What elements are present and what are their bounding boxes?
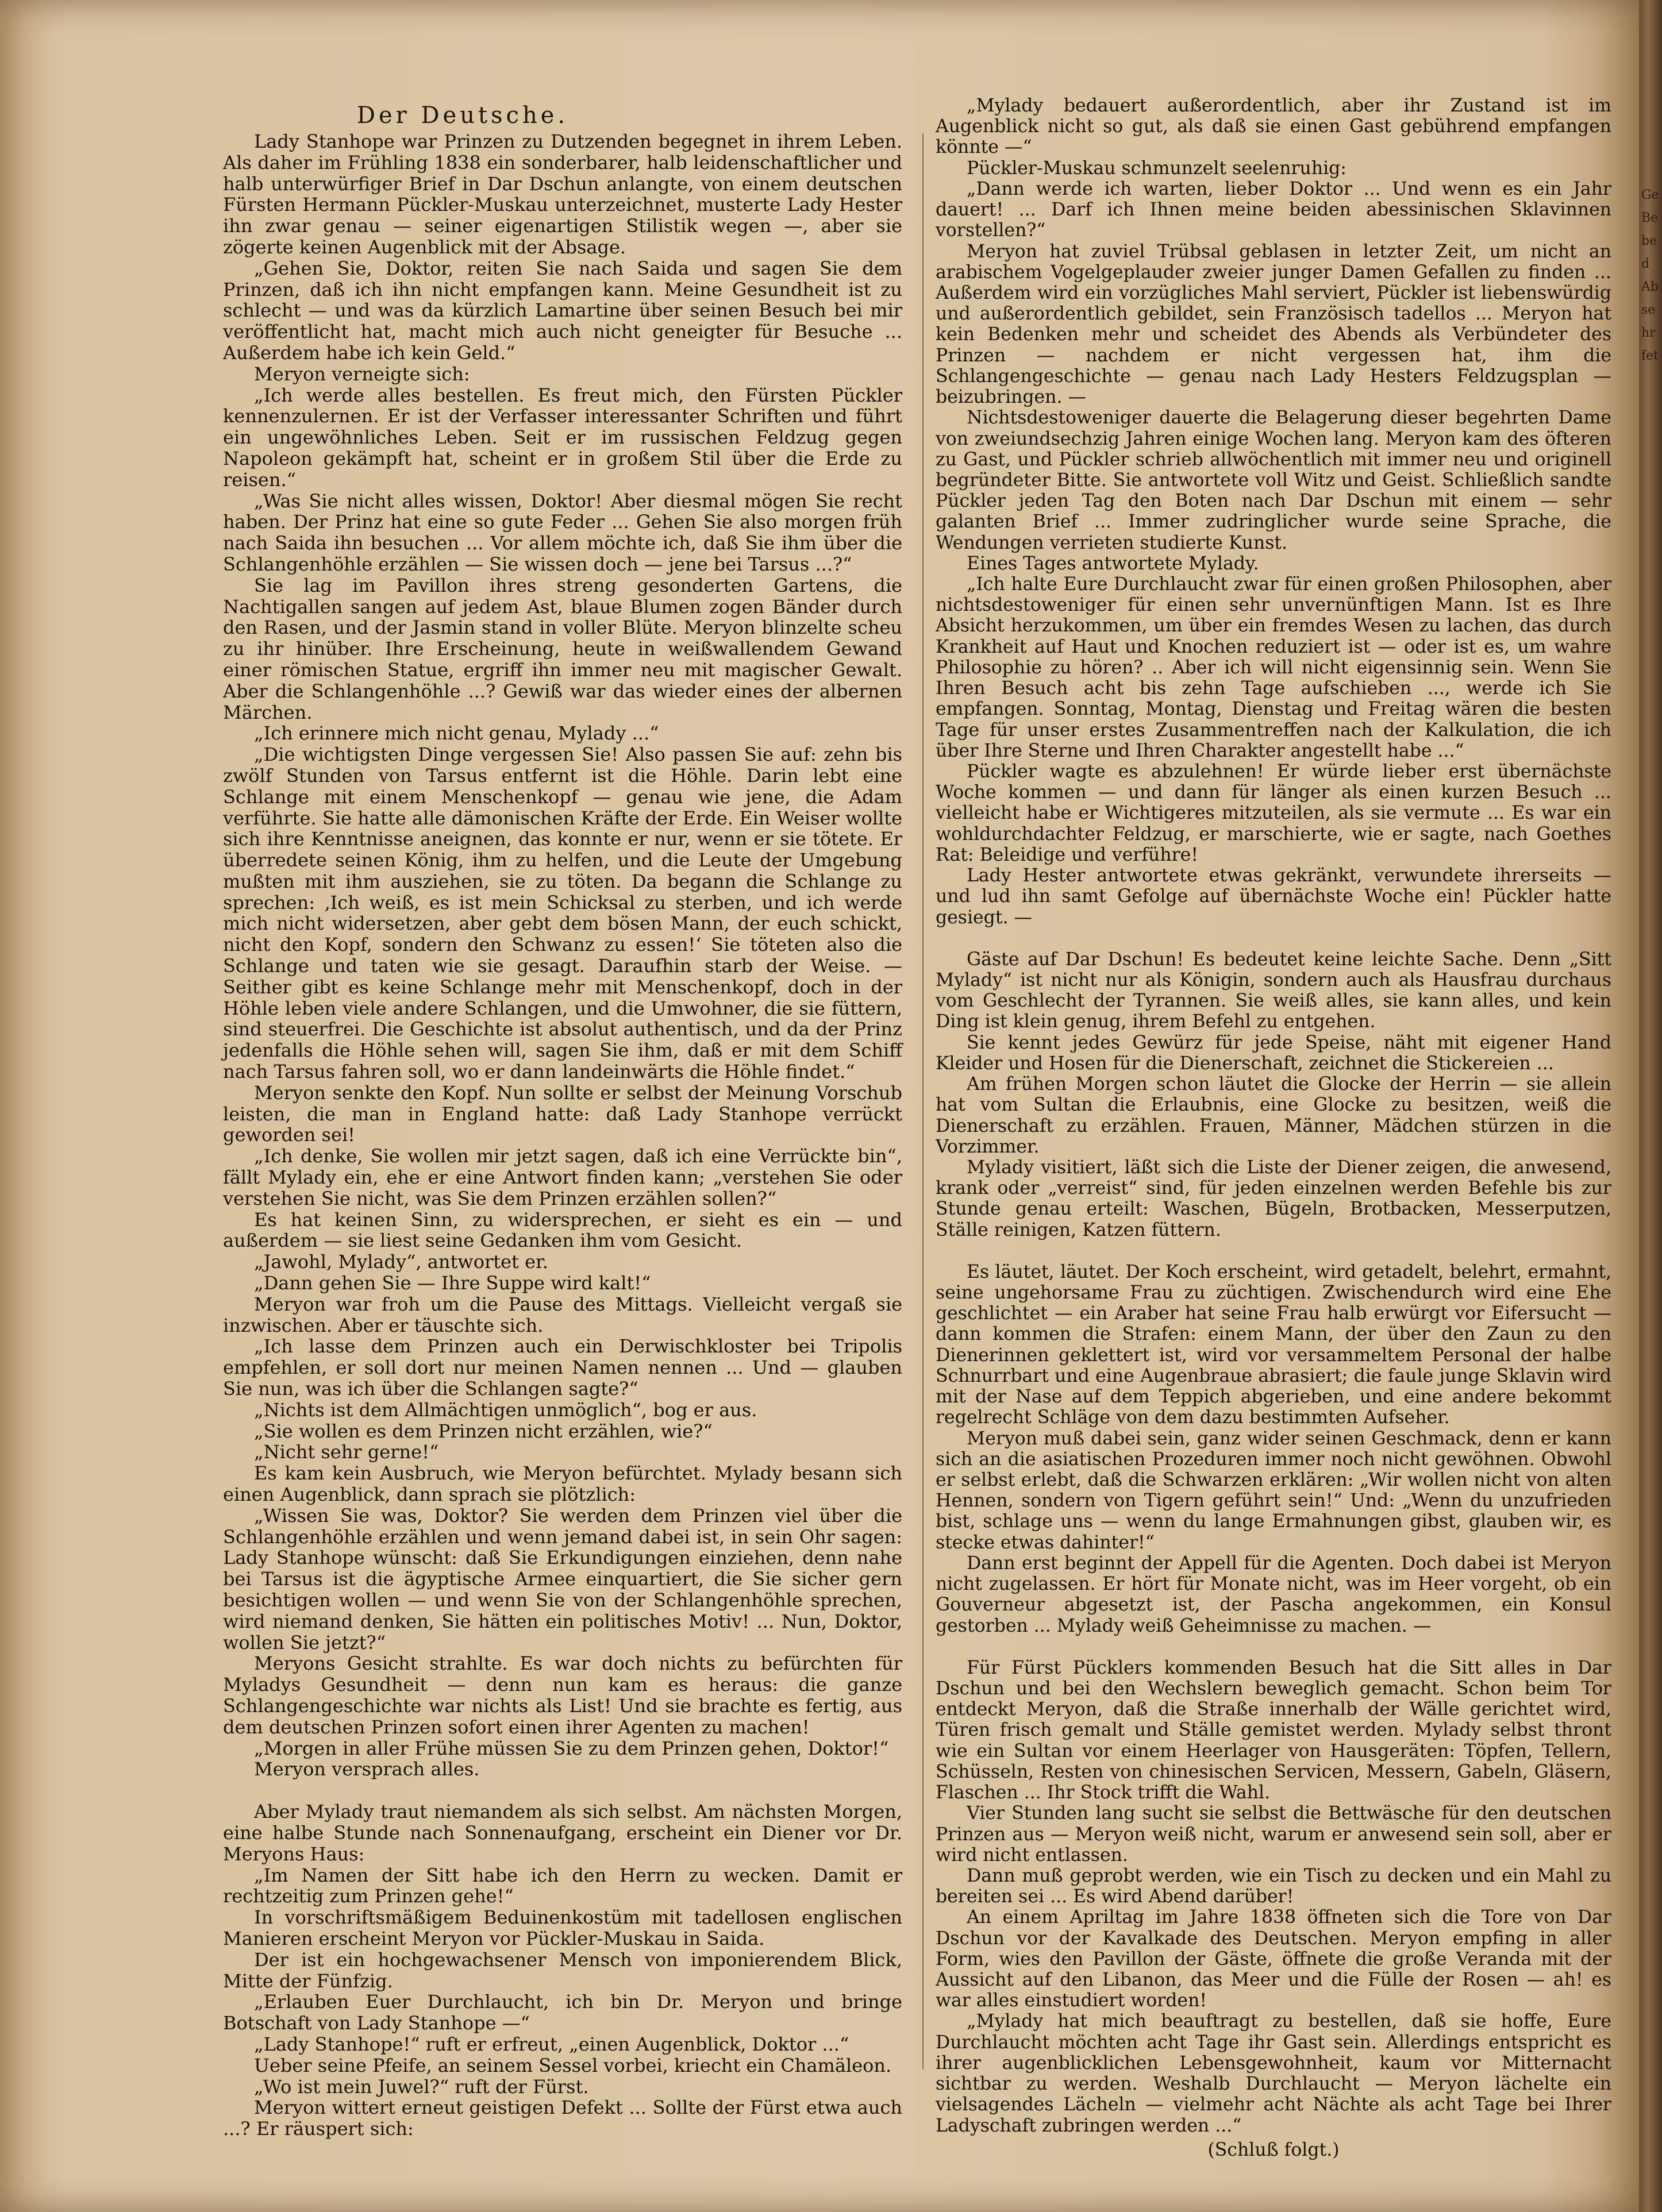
paragraph: Sie kennt jedes Gewürz für jede Speise, näht mit eigener Hand Kleider und Hosen für die Dienerschaft, zeichnet die Stickereien ... bbox=[936, 1032, 1611, 1074]
paragraph: „Ich lasse dem Prinzen auch ein Derwischkloster bei Tripolis empfehlen, er soll dort nur meinen Namen nennen ... Und — glauben Sie nun, was ich über die Schlangen sagte?“ bbox=[223, 1335, 902, 1400]
paragraph: „Mylady hat mich beauftragt zu bestellen, daß sie hoffe, Eure Durchlaucht möchten acht Tage ihr Gast sein. Allerdings entspricht es ihrer augenblicklichen Lebensgewohnheit, kaum vor Mitternacht sichtbar zu werden. Weshalb Durchlaucht — Meryon lächelte ein vielsagendes Lächeln — vielmehr acht Nächte als acht Tage bei Ihrer Ladyschaft zubringen werden ...“ bbox=[936, 2011, 1611, 2136]
paragraph: Es kam kein Ausbruch, wie Meryon befürchtet. Mylady besann sich einen Augenblick, dann sprach sie plötzlich: bbox=[223, 1462, 902, 1505]
paragraph: Meryon war froh um die Pause des Mittags. Vielleicht vergaß sie inzwischen. Aber er täuschte sich. bbox=[223, 1293, 902, 1336]
paragraph: Lady Hester antwortete etwas gekränkt, verwundete ihrerseits — und lud ihn samt Gefolge auf übernächste Woche ein! Pückler hatte gesiegt. — bbox=[936, 865, 1611, 928]
paragraph: Für Fürst Pücklers kommenden Besuch hat die Sitt alles in Dar Dschun und bei den Wechslern beweglich gemacht. Schon beim Tor entdeckt Meryon, daß die Straße innerhalb der Wälle gerichtet wird, Türen frisch gemalt und Ställe gemistet werden. Mylady selbst thront wie ein Sultan vor einem Heerlager von Hausgeräten: Töpfen, Tellern, Schüsseln, Resten von chinesischen Servicen, Messern, Gabeln, Gläsern, Flaschen ... Ihr Stock trifft die Wahl. bbox=[936, 1657, 1611, 1803]
paragraph: Meryon versprach alles. bbox=[254, 1758, 480, 1781]
paragraph: Pückler wagte es abzulehnen! Er würde lieber erst übernächste Woche kommen — und dann für länger als einen kurzen Besuch ... vielleicht habe er Wichtigeres mitzuteilen, als sie vermute ... Es war ein wohldurchdachter Feldzug, er marschierte, wie er sagte, nach Goethes Rat: Beleidige und verführe! bbox=[936, 761, 1611, 865]
paragraph: „Gehen Sie, Doktor, reiten Sie nach Saida und sagen Sie dem Prinzen, daß ich ihn nicht empfangen kann. Meine Gesundheit ist zu schlecht — und was da kürzlich Lamartine über seinen Besuch bei mir veröffentlicht hat, macht mich auch nicht geneigter für Besuche ... Außerdem habe ich kein Geld.“ bbox=[223, 257, 902, 364]
paragraph: „Ich erinnere mich nicht genau, Mylady ...“ bbox=[254, 722, 659, 745]
binding-text: Ge Be be d Ab sehr fet bbox=[1641, 188, 1659, 363]
paragraph: „Lady Stanhope!“ ruft er erfreut, „einen Augenblick, Doktor ...“ bbox=[254, 2033, 849, 2055]
paragraph: Aber Mylady traut niemandem als sich selbst. Am nächsten Morgen, eine halbe Stunde nach Sonnenaufgang, erscheint ein Diener vor Dr. Meryons Haus: bbox=[223, 1801, 902, 1865]
paragraph: Eines Tages antwortete Mylady. bbox=[967, 553, 1259, 574]
paragraph: „Ich denke, Sie wollen mir jetzt sagen, daß ich eine Verrückte bin“, fällt Mylady ein, ehe er eine Antwort finden kann; „verstehen Sie oder verstehen Sie nicht, was Sie dem Prinzen erzählen sollen?“ bbox=[223, 1145, 902, 1209]
running-title: Der Deutsche. bbox=[356, 102, 569, 129]
to-be-continued-note: (Schluß folgt.) bbox=[1207, 2139, 1340, 2160]
paragraph: „Erlauben Euer Durchlaucht, ich bin Dr. Meryon und bringe Botschaft von Lady Stanhope —“ bbox=[223, 1991, 902, 2034]
paragraph: Gäste auf Dar Dschun! Es bedeutet keine leichte Sache. Denn „Sitt Mylady“ ist nicht nur als Königin, sondern auch als Hausfrau durchaus vom Geschlecht der Tyrannen. Sie weiß alles, sie kann alles, und kein Ding ist klein genug, ihrem Befehl zu entgehen. bbox=[936, 949, 1611, 1032]
paragraph: „Morgen in aller Frühe müssen Sie zu dem Prinzen gehen, Doktor!“ bbox=[254, 1737, 889, 1759]
paragraph: Ueber seine Pfeife, an seinem Sessel vorbei, kriecht ein Chamäleon. bbox=[254, 2054, 892, 2076]
paragraph: „Ich halte Eure Durchlaucht zwar für einen großen Philosophen, aber nichtsdestoweniger für einen sehr unvernünftigen Mann. Ist es Ihre Absicht herzukommen, um über ein fremdes Wesen zu lachen, das durch Krankheit auf Haut und Knochen reduziert ist — oder ist es, um wahre Philosophie zu hören? .. Aber ich will nicht eigensinnig sein. Wenn Sie Ihren Besuch acht bis zehn Tage aufschieben ..., werde ich Sie empfangen. Sonntag, Montag, Dienstag und Freitag wären die besten Tage für unser erstes Zusammentreffen nach der Kalkulation, die ich über Ihre Sterne und Ihren Charakter angestellt habe ...“ bbox=[936, 574, 1611, 761]
paragraph: Sie lag im Pavillon ihres streng gesonderten Gartens, die Nachtigallen sangen auf jedem Ast, blaue Blumen zogen Bänder durch den Rasen, und der Jasmin stand in voller Blüte. Meryon blinzelte scheu zu ihr hinüber. Ihre Erscheinung, heute in weißwallendem Gewand einer römischen Statue, ergriff ihn immer neu mit magischer Gewalt. Aber die Schlangenhöhle ...? Gewiß war das wieder eines der albernen Märchen. bbox=[223, 574, 902, 723]
paragraph: Meryon muß dabei sein, ganz wider seinen Geschmack, denn er kann sich an die asiatischen Prozeduren immer noch nicht gewöhnen. Obwohl er selbst erlebt, daß die Schwarzen erklären: „Wir wollen nicht von alten Hennen, sondern von Tigern geführt sein!“ Und: „Wenn du unzufrieden bist, schlage uns — wenn du lange Ermahnungen gibst, glauben wir, es stecke etwas dahinter!“ bbox=[936, 1428, 1611, 1553]
paragraph: „Sie wollen es dem Prinzen nicht erzählen, wie?“ bbox=[254, 1420, 713, 1442]
paragraph: „Im Namen der Sitt habe ich den Herrn zu wecken. Damit er rechtzeitig zum Prinzen gehe!“ bbox=[223, 1864, 902, 1907]
paragraph: „Nichts ist dem Allmächtigen unmöglich“, bog er aus. bbox=[254, 1398, 757, 1421]
paragraph: Vier Stunden lang sucht sie selbst die Bettwäsche für den deutschen Prinzen aus — Meryon weiß nicht, warum er anwesend sein soll, aber er wird nicht entlassen. bbox=[936, 1803, 1611, 1866]
paragraph: Pückler-Muskau schmunzelt seelenruhig: bbox=[967, 157, 1346, 179]
paragraph: „Die wichtigsten Dinge vergessen Sie! Also passen Sie auf: zehn bis zwölf Stunden von Tarsus entfernt ist die Höhle. Darin lebt eine Schlange mit einem Menschenkopf — genau wie jene, die Adam verführte. Sie hatte alle dämonischen Kräfte der Erde. Ein Weiser wollte sich ihre Kenntnisse aneignen, das konnte er nur, wenn er sie tötete. Er überredete seinen König, ihm zu helfen, und die Leute der Umgebung mußten mit ihm ausziehen, sie zu töten. Da begann die Schlange zu sprechen: ‚Ich weiß, es ist mein Schicksal zu sterben, und ich werde mich nicht widersetzen, aber gebt dem bösen Mann, der euch schickt, nicht den Kopf, sondern den Schwanz zu essen!‘ Sie töteten also die Schlange und taten wie sie gesagt. Daraufhin starb der Weise. — Seither gibt es keine Schlange mehr mit Menschenkopf, doch in der Höhle leben viele andere Schlangen, und die Umwohner, die sie füttern, sind steuerfrei. Die Geschichte ist absolut authentisch, und da der Prinz jedenfalls die Höhle sehen will, sagen Sie ihm, daß er mit dem Schiff nach Tarsus fahren soll, wo er dann landeinwärts die Höhle findet.“ bbox=[223, 743, 902, 1083]
paragraph: „Nicht sehr gerne!“ bbox=[254, 1441, 439, 1463]
paragraph: Lady Stanhope war Prinzen zu Dutzenden begegnet in ihrem Leben. Als daher im Frühling 1838 ein sonderbarer, halb leidenschaftlicher und halb unterwürfiger Brief in Dar Dschun anlangte, von einem deutschen Fürsten Hermann Pückler-Muskau unterzeichnet, musterte Lady Hester ihn zwar genau — seiner eigenartigen Stilistik wegen —, aber sie zögerte keinen Augenblick mit der Absage. bbox=[223, 130, 902, 258]
column-divider bbox=[922, 133, 924, 2070]
paragraph: „Wissen Sie was, Doktor? Sie werden dem Prinzen viel über die Schlangenhöhle erzählen und wenn jemand dabei ist, in sein Ohr sagen: Lady Stanhope wünscht: daß Sie Erkundigungen einziehen, denn nahe bei Tarsus ist die ägyptische Armee einquartiert, die Sie sicher gern besichtigen wollen — und wenn Sie von der Schlangenhöhle sprechen, wird niemand denken, Sie hätten ein politisches Motiv! ... Nun, Doktor, wollen Sie jetzt?“ bbox=[223, 1504, 902, 1654]
paragraph: „Dann gehen Sie — Ihre Suppe wird kalt!“ bbox=[254, 1272, 651, 1294]
paragraph: Meryon verneigte sich: bbox=[254, 363, 470, 385]
paragraph: Am frühen Morgen schon läutet die Glocke der Herrin — sie allein hat vom Sultan die Erlaubnis, eine Glocke zu besitzen, weiß die Dienerschaft zu erzählen. Frauen, Männer, Mädchen stürzen in die Vorzimmer. bbox=[936, 1074, 1611, 1157]
paragraph: „Dann werde ich warten, lieber Doktor ... Und wenn es ein Jahr dauert! ... Darf ich Ihnen meine beiden abessinischen Sklavinnen vorstellen?“ bbox=[936, 178, 1611, 241]
paragraph: In vorschriftsmäßigem Beduinenkostüm mit tadellosen englischen Manieren erscheint Meryon vor Pückler-Muskau in Saida. bbox=[223, 1906, 902, 1949]
paragraph: Meryon senkte den Kopf. Nun sollte er selbst der Meinung Vorschub leisten, die man in England hatte: daß Lady Stanhope verrückt geworden sei! bbox=[223, 1081, 902, 1146]
paragraph: Dann erst beginnt der Appell für die Agenten. Doch dabei ist Meryon nicht zugelassen. Er hört für Monate nicht, was im Heer vorgeht, ob ein Gouverneur abgesetzt ist, der Pascha angekommen, ein Konsul gestorben ... Mylady weiß Geheimnisse zu machen. — bbox=[936, 1552, 1611, 1636]
paragraph: „Was Sie nicht alles wissen, Doktor! Aber diesmal mögen Sie recht haben. Der Prinz hat eine so gute Feder ... Gehen Sie also morgen früh nach Saida ihn besuchen ... Vor allem möchte ich, daß Sie ihm über die Schlangenhöhle erzählen — Sie wissen doch — jene bei Tarsus ...?“ bbox=[223, 490, 902, 575]
paragraph: Nichtsdestoweniger dauerte die Belagerung dieser begehrten Dame von zweiundsechzig Jahren einige Wochen lang. Meryon kam des öfteren zu Gast, und Pückler schrieb allwöchentlich mit immer neu und originell begründeter Bitte. Sie antwortete voll Witz und Geist. Schließlich sandte Pückler jeden Tag den Boten nach Dar Dschun mit einem — sehr galanten Brief ... Immer zudringlicher wurde seine Sprache, die Wendungen verrieten studierte Kunst. bbox=[936, 407, 1611, 553]
paragraph: Der ist ein hochgewachsener Mensch von imponierendem Blick, Mitte der Fünfzig. bbox=[223, 1948, 902, 1992]
paragraph: „Ich werde alles bestellen. Es freut mich, den Fürsten Pückler kennenzulernen. Er ist der Verfasser interessanter Schriften und führt ein ungewöhnliches Leben. Seit er im russischen Feldzug gegen Napoleon gekämpft hat, scheint er in großem Stil über die Erde zu reisen.“ bbox=[223, 384, 902, 491]
paragraph: An einem Apriltag im Jahre 1838 öffneten sich die Tore von Dar Dschun vor der Kavalkade des Deutschen. Meryon empfing in aller Form, wies den Pavillon der Gäste, öffnete die große Veranda mit der Aussicht auf den Libanon, das Meer und die Fülle der Rosen — ah! es war alles einstudiert worden! bbox=[936, 1907, 1611, 2011]
paragraph: Dann muß geprobt werden, wie ein Tisch zu decken und ein Mahl zu bereiten sei ... Es wird Abend darüber! bbox=[936, 1865, 1611, 1907]
paragraph: „Wo ist mein Juwel?“ ruft der Fürst. bbox=[254, 2075, 589, 2098]
paragraph: Es läutet, läutet. Der Koch erscheint, wird getadelt, belehrt, ermahnt, seine ungehorsame Frau zu züchtigen. Zwischendurch wird eine Ehe geschlichtet — ein Araber hat seine Frau halb erwürgt vor Eifersucht — dann kommen die Strafen: einem Mann, der über den Zaun zu den Dienerinnen geklettert ist, wird vor versammeltem Personal der halbe Schnurrbart und eine Augenbraue abrasiert; die faule junge Sklavin wird mit der Nase auf dem Teppich abgerieben, und eine andere bekommt regelrecht Schläge von dem dazu bestimmten Aufseher. bbox=[936, 1261, 1611, 1428]
paragraph: Meryons Gesicht strahlte. Es war doch nichts zu befürchten für Myladys Gesundheit — denn nun kam es heraus: die ganze Schlangengeschichte war nichts als List! Und sie brachte es fertig, aus dem deutschen Prinzen sofort einen ihrer Agenten zu machen! bbox=[223, 1652, 902, 1738]
paragraph: Mylady visitiert, läßt sich die Liste der Diener zeigen, die anwesend, krank oder „verreist“ sind, für jeden einzelnen werden Befehle bis zur Stunde genau erteilt: Waschen, Bügeln, Brotbacken, Messerputzen, Ställe reinigen, Katzen füttern. bbox=[936, 1157, 1611, 1240]
right-column bbox=[936, 95, 1611, 2160]
left-column bbox=[223, 131, 902, 2140]
paragraph: Es hat keinen Sinn, zu widersprechen, er sieht es ein — und außerdem — sie liest seine Gedanken ihm vom Gesicht. bbox=[223, 1208, 902, 1252]
paragraph: Meryon hat zuviel Trübsal geblasen in letzter Zeit, um nicht an arabischem Vogelgeplauder zweier junger Damen Gefallen zu finden ... Außerdem wird ein vorzügliches Mahl serviert, Pückler ist liebenswürdig und außerordentlich gebildet, sein Französisch tadellos ... Meryon hat kein Bedenken mehr und scheidet des Abends als Verbündeter des Prinzen — nachdem er nicht vergessen hat, ihm die Schlangengeschichte — genau nach Lady Hesters Feldzugsplan — beizubringen. — bbox=[936, 241, 1611, 408]
paragraph: Meryon wittert erneut geistigen Defekt ... Sollte der Fürst etwa auch ...? Er räuspert sich: bbox=[223, 2097, 902, 2140]
paragraph: „Mylady bedauert außerordentlich, aber ihr Zustand ist im Augenblick nicht so gut, als daß sie einen Gast gebührend empfangen könnte —“ bbox=[936, 95, 1611, 158]
paragraph: „Jawohl, Mylady“, antwortet er. bbox=[254, 1251, 548, 1273]
